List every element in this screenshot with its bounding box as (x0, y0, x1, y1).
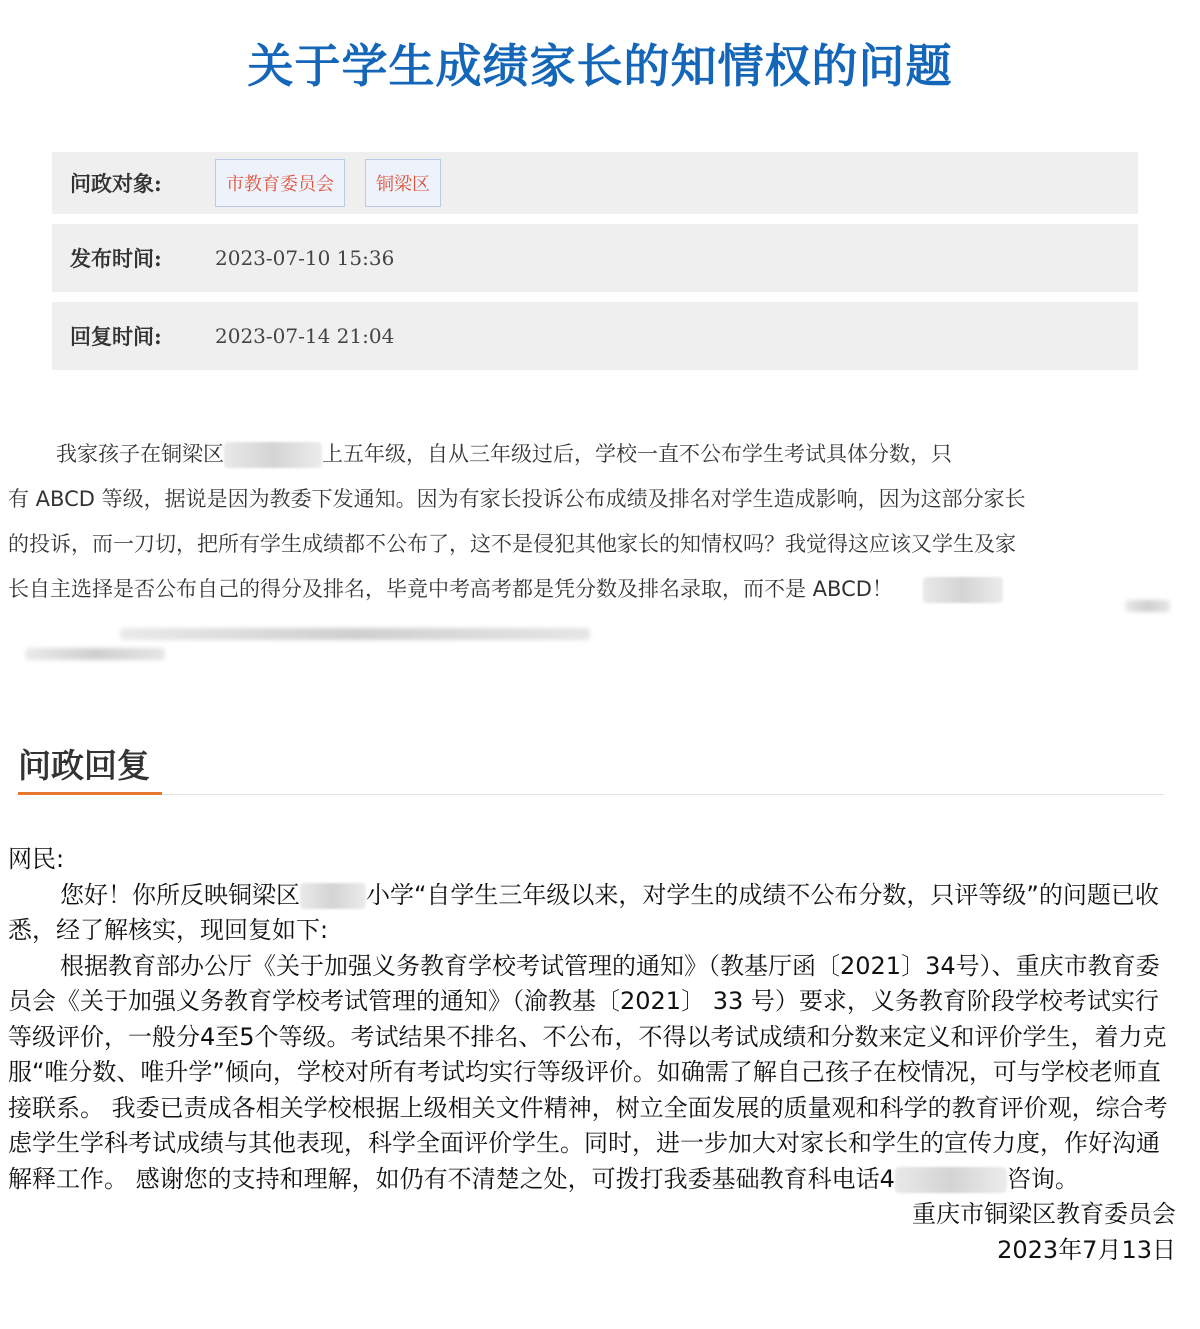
reply-divider (18, 794, 1164, 795)
question-text: 长自主选择是否公布自己的得分及排名，毕竟中考高考都是凭分数及排名录取，而不是 ABCD！ (8, 577, 893, 601)
question-text: 我家孩子在铜梁区 (56, 442, 224, 466)
question-text: 上五年级，自从三年级过后，学校一直不公布学生考试具体分数，只 (322, 442, 952, 466)
question-body (8, 432, 1178, 612)
target-label: 问政对象: (70, 171, 162, 196)
meta-row-reply (52, 302, 1138, 370)
question-text: 有 ABCD 等级，据说是因为教委下发通知。因为有家长投诉公布成绩及排名对学生造成影响，因为这部分家长 (8, 487, 1026, 511)
reply-date: 2023年7月13日 (997, 1235, 1176, 1264)
reply-greeting: 网民: (8, 845, 65, 873)
reply-heading: 问政回复 (18, 746, 150, 785)
reply-body (8, 842, 1176, 1268)
reply-signature: 重庆市铜梁区教育委员会 (912, 1200, 1176, 1228)
meta-row-target (52, 152, 1138, 214)
redacted-line (1125, 600, 1170, 612)
redacted-line (120, 628, 590, 640)
target-tag-education-committee[interactable]: 市教育委员会 (215, 159, 345, 207)
question-text: 的投诉，而一刀切，把所有学生成绩都不公布了，这不是侵犯其他家长的知情权吗？我觉得这应该又学生及家 (8, 532, 1016, 556)
redacted-phone (895, 1167, 1007, 1193)
reply-time: 2023-07-14 21:04 (215, 324, 395, 348)
redacted-line (25, 648, 165, 660)
page-title: 关于学生成绩家长的知情权的问题 (247, 39, 953, 93)
target-tag-tongliang[interactable]: 铜梁区 (365, 159, 441, 207)
redacted-text (923, 577, 1003, 603)
redacted-school (300, 883, 366, 909)
reply-text: 小学“自学生三年级以来，对学生的成绩不公布分数，只评等级”的问题已收悉，经了解核实，现回复如下: (8, 880, 1159, 944)
reply-text: 咨询。 (1006, 1164, 1079, 1193)
publish-time: 2023-07-10 15:36 (215, 246, 395, 270)
reply-text: 您好！你所反映铜梁区 (60, 880, 300, 909)
reply-text: 根据教育部办公厅《关于加强义务教育学校考试管理的通知》（教基厅函〔2021〕34号）、重庆市教育委员会《关于加强义务教育学校考试管理的通知》（渝教基〔2021〕 33 号）要求，义务教育阶段学校考试实行等级评价，一般分4至5个等级。考试结果不排名、不公布，不得以考试成绩和分数来定义和评价学生，着力克服“唯分数、唯升学”倾向，学校对所有考试均实行等级评价。如确需了解自己孩子在校情况，可与学校老师直接联系。 我委已责成各相关学校根据上级相关文件精神，树立全面发展的质量观和科学的教育评价观，综合考虑学生学科考试成绩与其他表现，科学全面评价学生。同时，进一步加大对家长和学生的宣传力度，作好沟通解释工作。 感谢您的支持和理解，如仍有不清楚之处，可拨打我委基础教育科电话4 (8, 951, 1168, 1193)
reply-time-label: 回复时间: (70, 324, 162, 349)
meta-row-publish (52, 224, 1138, 292)
reply-heading-underline (18, 792, 162, 795)
publish-label: 发布时间: (70, 246, 162, 271)
redacted-school (224, 442, 322, 468)
